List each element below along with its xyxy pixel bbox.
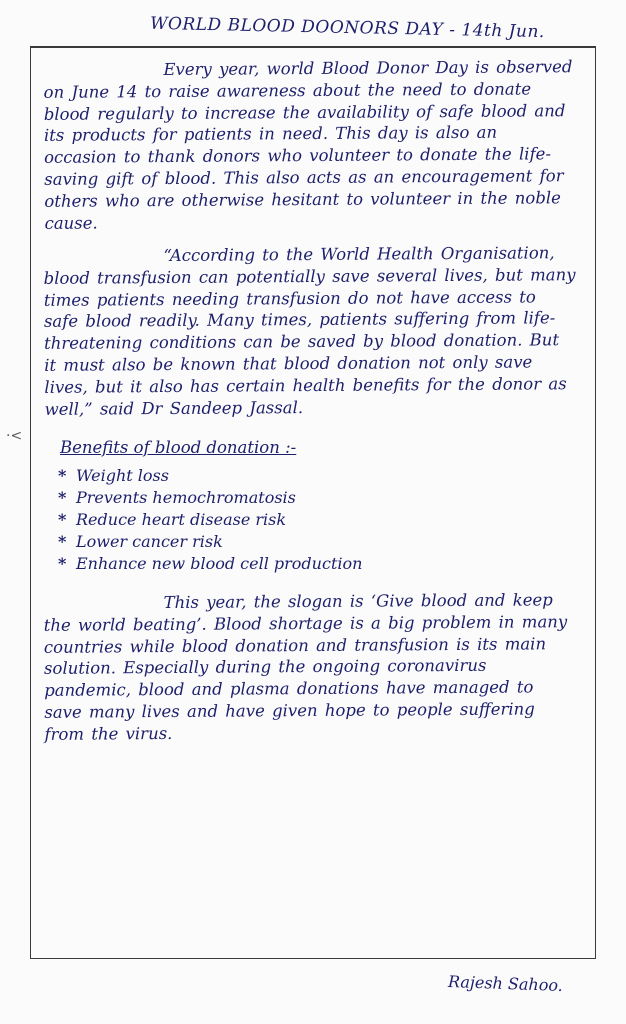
asterisk-icon: * bbox=[58, 531, 67, 551]
list-item bbox=[58, 487, 576, 509]
list-item-text: Reduce heart disease risk bbox=[76, 509, 287, 529]
list-item-text: Prevents hemochromatosis bbox=[76, 487, 296, 507]
essay-body bbox=[44, 58, 576, 755]
asterisk-icon: * bbox=[58, 509, 67, 529]
benefits-list bbox=[58, 465, 576, 575]
page-title: WORLD BLOOD DOONORS DAY - 14th Jun. bbox=[149, 13, 545, 43]
paragraph-quote: “According to the World Health Organisation, blood transfusion can potentially save several lives, but many times patients needing transfusion do not have access to safe blood readily. Many times, patients suffering from life-threatening conditions can be saved by blood donation. But it must also be known that blood donation not only save lives, but it also has certain health benefits for the donor as well,” said Dr Sandeep Jassal. bbox=[43, 243, 576, 419]
list-item-text: Enhance new blood cell production bbox=[76, 553, 363, 573]
asterisk-icon: * bbox=[58, 553, 67, 573]
asterisk-icon: * bbox=[58, 465, 67, 485]
list-item bbox=[58, 465, 576, 487]
list-item bbox=[58, 531, 576, 553]
list-item-text: Lower cancer risk bbox=[76, 531, 223, 551]
benefits-heading: Benefits of blood donation :- bbox=[60, 437, 297, 457]
asterisk-icon: * bbox=[58, 487, 67, 507]
list-item-text: Weight loss bbox=[76, 465, 169, 485]
signature: Rajesh Sahoo. bbox=[447, 972, 564, 995]
list-item bbox=[58, 553, 576, 575]
margin-mark: ·< bbox=[6, 428, 23, 444]
paragraph-intro: Every year, world Blood Donor Day is observed on June 14 to raise awareness about the need to donate blood regularly to increase the availability of safe blood and its products for patients in need. This day is also an occasion to thank donors who volunteer to donate the life-saving gift of blood. This also acts as an encouragement for others who are otherwise hesitant to volunteer in the noble cause. bbox=[43, 57, 573, 233]
list-item bbox=[58, 509, 576, 531]
paragraph-closing: This year, the slogan is ‘Give blood and keep the world beating’. Blood shortage is a big problem in many countries while blood donation and transfusion is its main solution. Especially during the ongoing coronavirus pandemic, blood and plasma donations have managed to save many lives and have given hope to people suffering from the virus. bbox=[43, 589, 568, 744]
